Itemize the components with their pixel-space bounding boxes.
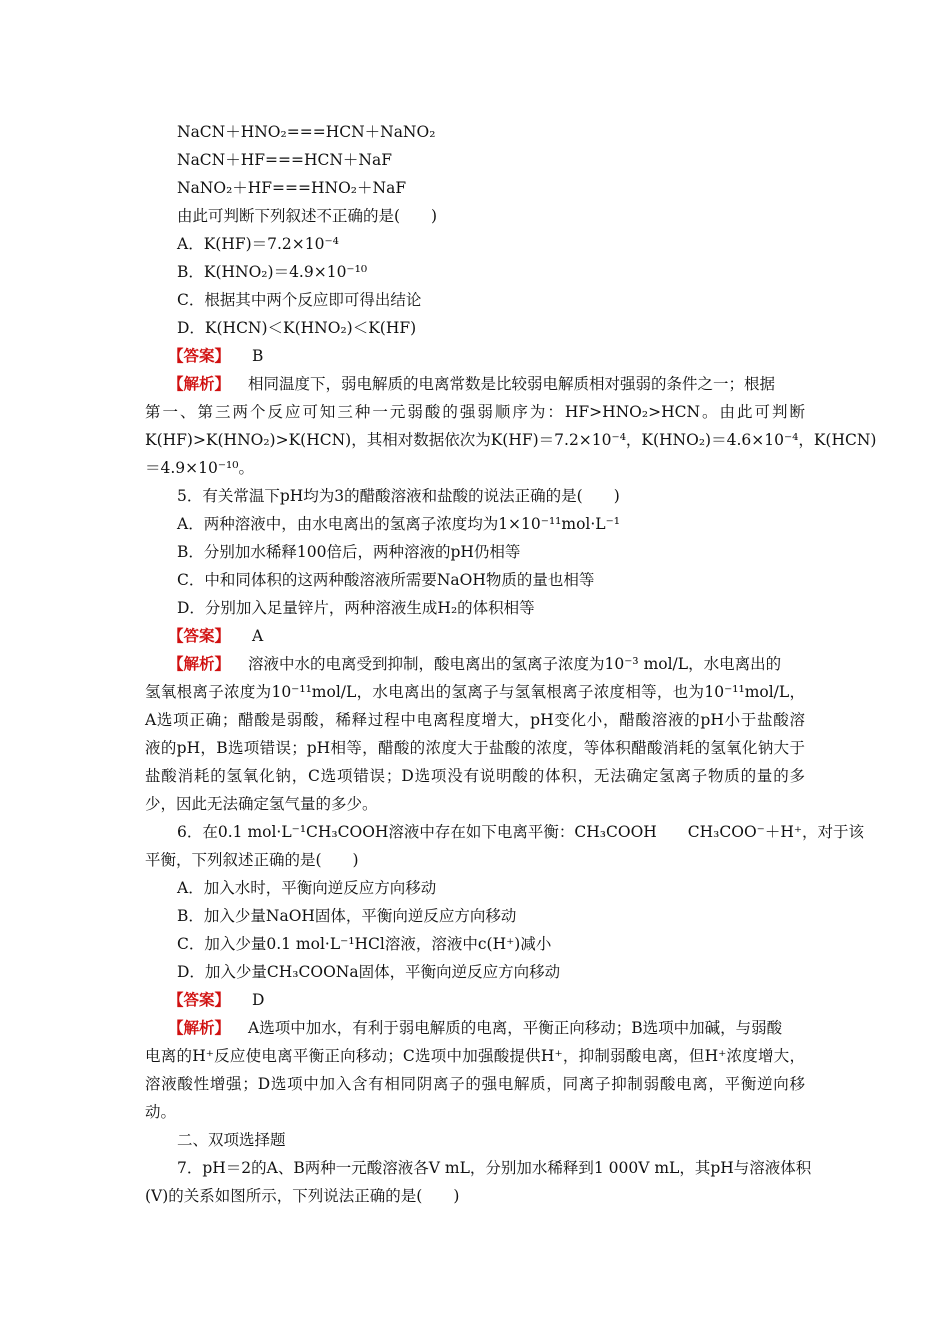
option-c: C．中和同体积的这两种酸溶液所需要NaOH物质的量也相等 [177,571,595,589]
analysis-text: 溶液酸性增强；D选项中加入含有相同阴离子的强电解质，同离子抑制弱酸电离，平衡逆向移 [145,1075,805,1093]
analysis-text: A选项中加水，有利于弱电解质的电离，平衡正向移动；B选项中加碱，与弱酸 [248,1019,783,1037]
answer-value: B [252,347,264,365]
option-d: D．加入少量CH₃COONa固体，平衡向逆反应方向移动 [177,963,561,981]
option-c: C．根据其中两个反应即可得出结论 [177,291,422,309]
equation-3: NaNO₂＋HF===HNO₂＋NaF [177,179,407,197]
equation-2: NaCN＋HF===HCN＋NaF [177,151,392,169]
answer-tag: 【答案】 [168,626,231,645]
option-a: A．K(HF)＝7.2×10⁻⁴ [177,235,339,253]
question-7-stem: 7．pH＝2的A、B两种一元酸溶液各V mL，分别加水稀释到1 000V mL，其pH与溶液体积 [177,1159,812,1177]
analysis-text: 动。 [145,1103,177,1121]
option-d: D．K(HCN)＜K(HNO₂)＜K(HF) [177,319,417,337]
analysis-text: 第一、第三两个反应可知三种一元弱酸的强弱顺序为：HF>HNO₂>HCN。由此可判断 [145,403,805,421]
analysis-line [168,373,775,395]
analysis-tag: 【解析】 [168,1018,231,1037]
analysis-tag: 【解析】 [168,374,231,393]
answer-tag: 【答案】 [168,990,231,1009]
option-a: A．两种溶液中，由水电离出的氢离子浓度均为1×10⁻¹¹mol·L⁻¹ [177,515,620,533]
analysis-text: 电离的H⁺反应使电离平衡正向移动；C选项中加强酸提供H⁺，抑制弱酸电离，但H⁺浓度增大， [145,1047,805,1065]
question-5-stem: 5．有关常温下pH均为3的醋酸溶液和盐酸的说法正确的是( ) [177,487,620,505]
answer-line [168,625,263,647]
answer-value: A [252,627,264,645]
analysis-text: 液的pH，B选项错误；pH相等，醋酸的浓度大于盐酸的浓度，等体积醋酸消耗的氢氧化钠大于 [145,739,805,757]
analysis-text: A选项正确；醋酸是弱酸，稀释过程中电离程度增大，pH变化小，醋酸溶液的pH小于盐酸溶 [145,711,805,729]
answer-line [168,345,263,367]
analysis-text: 少，因此无法确定氢气量的多少。 [145,795,378,813]
question-7-stem-cont: (V)的关系如图所示，下列说法正确的是( ) [145,1187,460,1205]
analysis-text: 溶液中水的电离受到抑制，酸电离出的氢离子浓度为10⁻³ mol/L，水电离出的 [248,655,782,673]
option-b: B．K(HNO₂)＝4.9×10⁻¹⁰ [177,263,368,281]
answer-line [168,989,264,1011]
analysis-text: ＝4.9×10⁻¹⁰。 [145,459,254,477]
option-c: C．加入少量0.1 mol·L⁻¹HCl溶液，溶液中c(H⁺)减小 [177,935,552,953]
analysis-line [168,1017,782,1039]
option-a: A．加入水时，平衡向逆反应方向移动 [177,879,437,897]
analysis-text: 氢氧根离子浓度为10⁻¹¹mol/L，水电离出的氢离子与氢氧根离子浓度相等，也为10⁻¹¹mol/L， [145,683,805,701]
analysis-line [168,653,781,675]
question-4-stem: 由此可判断下列叙述不正确的是( ) [177,207,438,225]
analysis-text: 盐酸消耗的氢氧化钠，C选项错误；D选项没有说明酸的体积，无法确定氢离子物质的量的多 [145,767,805,785]
question-6-stem: 6．在0.1 mol·L⁻¹CH₃COOH溶液中存在如下电离平衡：CH₃COOH CH₃COO⁻＋H⁺，对于该 [177,823,865,841]
equation-1: NaCN＋HNO₂===HCN＋NaNO₂ [177,123,436,141]
answer-value: D [252,991,265,1009]
question-6-stem-cont: 平衡，下列叙述正确的是( ) [145,851,359,869]
option-b: B．加入少量NaOH固体，平衡向逆反应方向移动 [177,907,517,925]
answer-tag: 【答案】 [168,346,231,365]
option-b: B．分别加水稀释100倍后，两种溶液的pH仍相等 [177,543,521,561]
analysis-tag: 【解析】 [168,654,231,673]
section-heading: 二、双项选择题 [177,1131,286,1149]
analysis-text: K(HF)>K(HNO₂)>K(HCN)，其相对数据依次为K(HF)＝7.2×10⁻⁴，K(HNO₂)＝4.6×10⁻⁴，K(HCN) [145,431,877,449]
option-d: D．分别加入足量锌片，两种溶液生成H₂的体积相等 [177,599,535,617]
analysis-text: 相同温度下，弱电解质的电离常数是比较弱电解质相对强弱的条件之一；根据 [248,375,776,393]
